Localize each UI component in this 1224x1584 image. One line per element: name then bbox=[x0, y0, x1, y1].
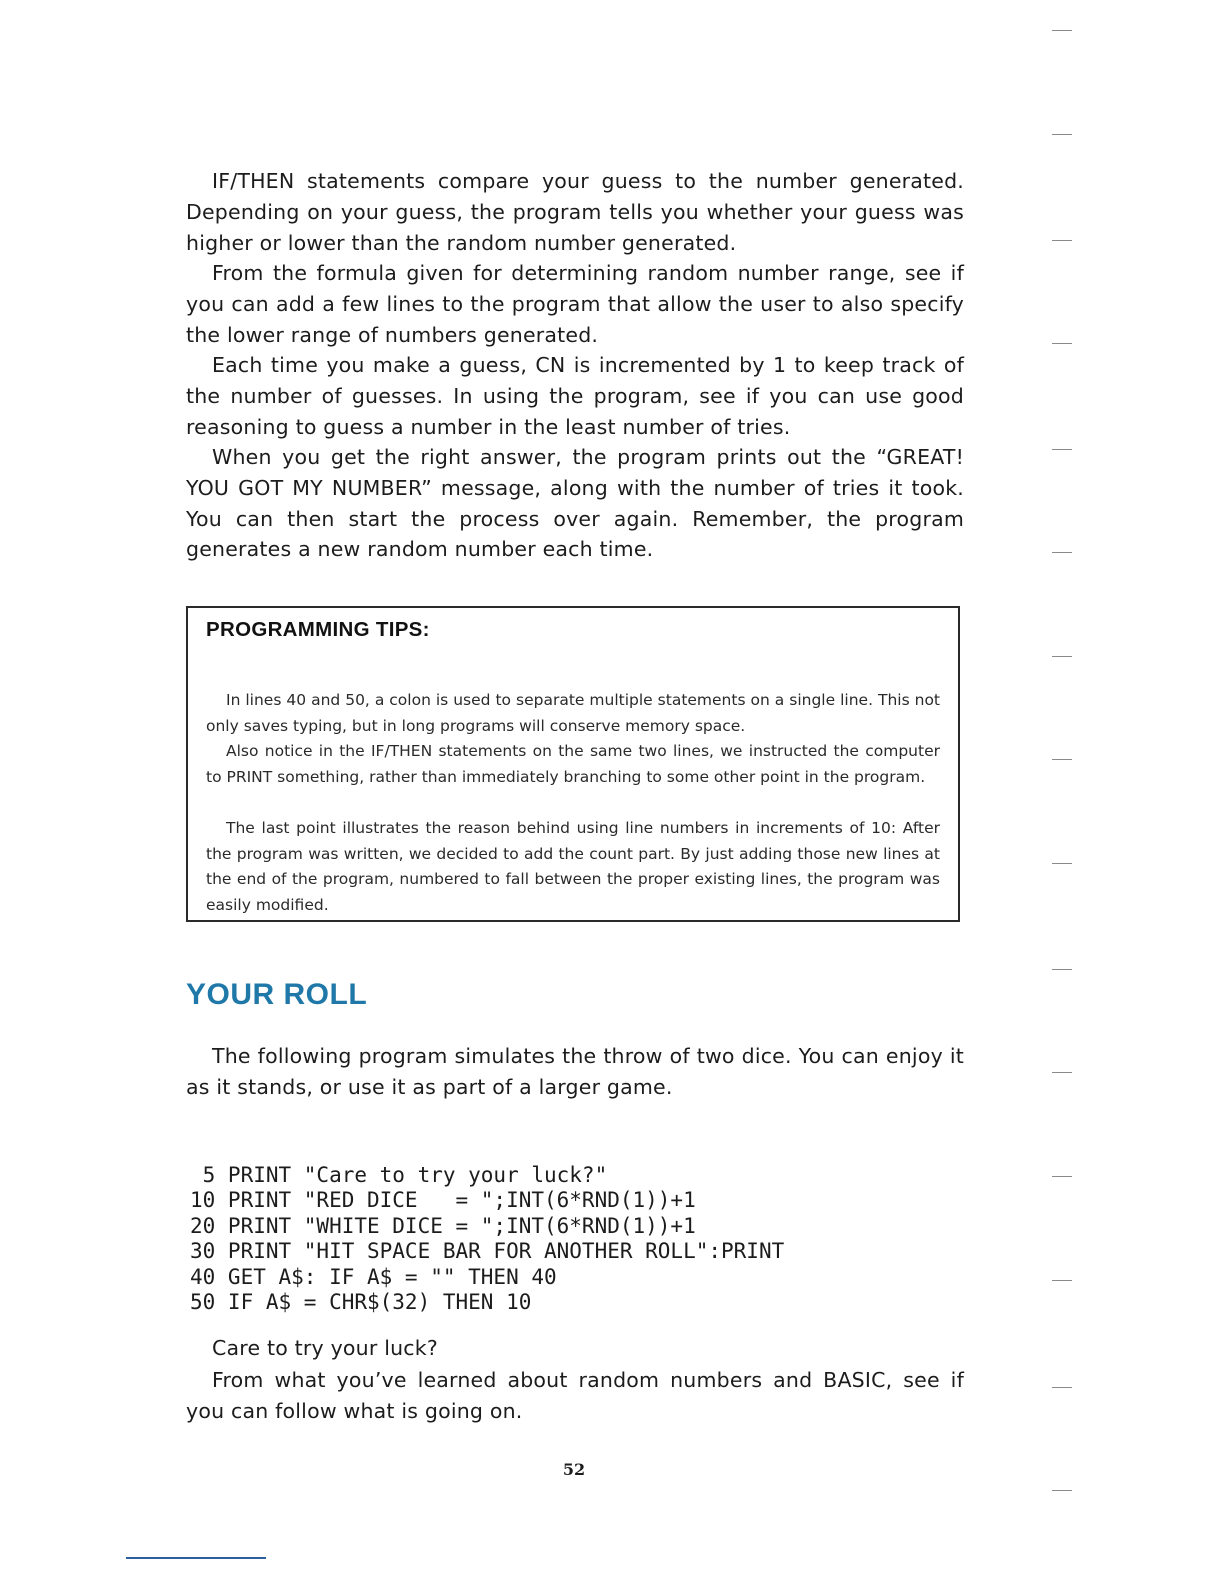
programming-tips-box bbox=[186, 606, 960, 922]
basic-program-listing bbox=[190, 1163, 784, 1315]
margin-tick bbox=[1052, 759, 1072, 760]
margin-tick bbox=[1052, 343, 1072, 344]
section-intro: The following program simulates the throw of two dice. You can enjoy it as it stands, or use it as part of a larger game. bbox=[186, 1044, 964, 1099]
tips-title: PROGRAMMING TIPS: bbox=[206, 618, 430, 641]
closing-paragraph: From what you’ve learned about random numbers and BASIC, see if you can follow what is going on. bbox=[186, 1368, 964, 1423]
body-paragraph: IF/THEN statements compare your guess to the number generated. Depending on your guess, the program tells you whether your guess was higher or lower than the random number generated. bbox=[186, 169, 964, 255]
closing-paragraph: Care to try your luck? bbox=[212, 1336, 438, 1360]
margin-tick bbox=[1052, 1280, 1072, 1281]
page-number: 52 bbox=[562, 1460, 586, 1479]
body-paragraph: Each time you make a guess, CN is incremented by 1 to keep track of the number of guesses. In using the program, see if you can use good reasoning to guess a number in the least number of tries. bbox=[186, 353, 964, 439]
margin-tick bbox=[1052, 134, 1072, 135]
section-heading: YOUR ROLL bbox=[186, 978, 368, 1011]
margin-tick bbox=[1052, 1072, 1072, 1073]
code-line: 40 GET A$: IF A$ = "" THEN 40 bbox=[190, 1264, 557, 1289]
margin-tick bbox=[1052, 30, 1072, 31]
tips-paragraph: In lines 40 and 50, a colon is used to separate multiple statements on a single line. This not only saves typing, but in long programs will conserve memory space. bbox=[206, 691, 940, 735]
tips-paragraph: The last point illustrates the reason behind using line numbers in increments of 10: After the program was written, we decided to add the count part. By just adding those new lines at the end of the program, numbered to fall between the proper existing lines, the program was easily modified. bbox=[206, 819, 940, 914]
code-line: 10 PRINT "RED DICE = ";INT(6*RND(1))+1 bbox=[190, 1188, 696, 1213]
code-line: 30 PRINT "HIT SPACE BAR FOR ANOTHER ROLL":PRINT bbox=[190, 1239, 785, 1264]
body-paragraph: When you get the right answer, the program prints out the “GREAT! YOU GOT MY NUMBER” message, along with the number of tries it took. You can then start the process over again. Remember, the program generates a new random number each time. bbox=[186, 445, 964, 562]
margin-tick bbox=[1052, 1176, 1072, 1177]
footer-rule bbox=[126, 1557, 266, 1559]
margin-tick bbox=[1052, 552, 1072, 553]
code-line: 50 IF A$ = CHR$(32) THEN 10 bbox=[190, 1290, 532, 1315]
margin-tick bbox=[1052, 240, 1072, 241]
margin-tick bbox=[1052, 969, 1072, 970]
code-line: 20 PRINT "WHITE DICE = ";INT(6*RND(1))+1 bbox=[190, 1213, 696, 1238]
margin-tick bbox=[1052, 863, 1072, 864]
margin-tick bbox=[1052, 1490, 1072, 1491]
body-paragraph: From the formula given for determining random number range, see if you can add a few lines to the program that allow the user to also specify the lower range of numbers generated. bbox=[186, 261, 964, 347]
margin-tick bbox=[1052, 656, 1072, 657]
tips-paragraph: Also notice in the IF/THEN statements on the same two lines, we instructed the computer to PRINT something, rather than immediately branching to some other point in the program. bbox=[206, 742, 940, 786]
code-line: 5 PRINT "Care to try your luck?" bbox=[190, 1163, 608, 1187]
margin-tick bbox=[1052, 1387, 1072, 1388]
margin-tick bbox=[1052, 449, 1072, 450]
